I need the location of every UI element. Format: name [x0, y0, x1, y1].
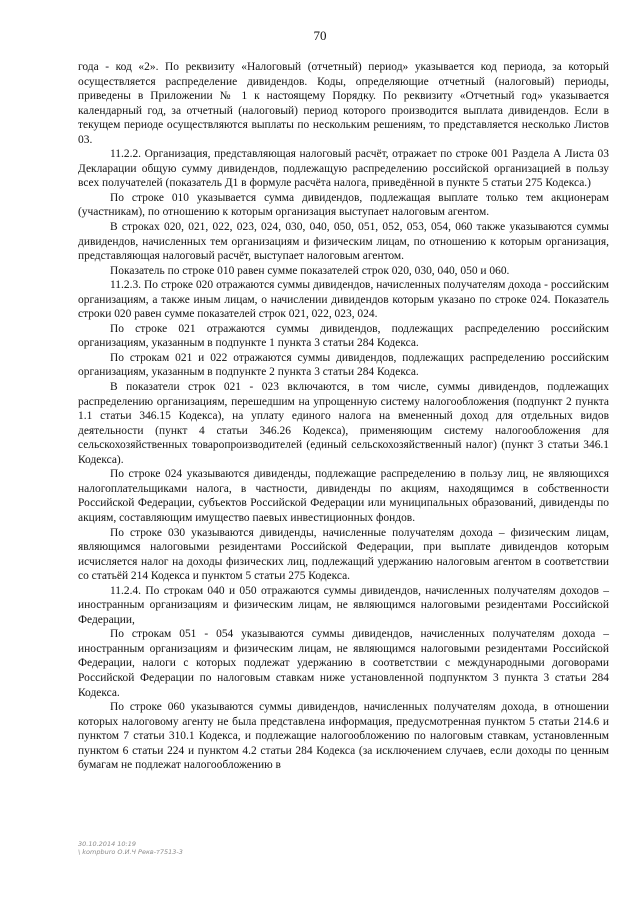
paragraph: По строке 030 указываются дивиденды, начисленные получателям дохода – физическим лицам, являющимся налоговыми резидентами Российской Федерации, при выплате дивидендов которым исчисляется налог на доходы физических лиц, подлежащий удержанию налоговым агентом в соответствии со статьёй 214 Кодекса и пунктом 5 статьи 275 Кодекса. — [78, 526, 609, 583]
paragraph: 11.2.3. По строке 020 отражаются суммы дивидендов, начисленных получателям дохода - российским организациям, а также иным лицам, о начислении дивидендов которым указано по строке 024. Показатель строки 020 равен сумме показателей строк 021, 022, 023, 024. — [78, 279, 609, 321]
print-stamp — [78, 840, 183, 856]
paragraph: По строке 010 указывается сумма дивидендов, подлежащая выплате только тем акционерам (участникам), по отношению к которым организация выступает налоговым агентом. — [78, 191, 609, 219]
paragraph: 11.2.4. По строкам 040 и 050 отражаются суммы дивидендов, начисленных получателям доходов – иностранным организациям и физическим лицам, не являющимся налоговыми резидентами Российской Федерации, — [78, 584, 609, 626]
paragraph: По строкам 021 и 022 отражаются суммы дивидендов, подлежащих распределению российским организациям, указанным в подпункте 2 пункта 3 статьи 284 Кодекса. — [78, 351, 609, 379]
paragraph: В показатели строк 021 - 023 включаются, в том числе, суммы дивидендов, подлежащих распределению организациям, перешедшим на упрощенную систему налогообложения (подпункт 2 пункта 1.1 статьи 346.15 Кодекса), на уплату единого налога на вмененный доход для отдельных видов деятельности (пункт 4 статьи 346.26 Кодекса), применяющим систему налогообложения для сельскохозяйственных товаропроизводителей (единый сельскохозяйственный налог) (пункт 3 статьи 346.1 Кодекса). — [78, 381, 609, 466]
paragraph: По строке 060 указываются суммы дивидендов, начисленных получателям дохода, в отношении которых налоговому агенту не была представлена информация, предусмотренная пунктом 5 статьи 214.6 и пунктом 7 статьи 310.1 Кодекса, и подлежащие налогообложению по налоговым ставкам, установленным пунктом 6 статьи 224 и пунктом 4.2 статьи 284 Кодекса (за исключением случаев, если доходы по ценным бумагам не подлежат налогообложению в — [78, 701, 609, 772]
stamp-user: \ kompburo О.И.Ч Рекв-т7513-3 — [78, 848, 183, 856]
paragraph: года - код «2». По реквизиту «Налоговый (отчетный) период» указывается код периода, за который осуществляется распределение дивидендов. Коды, определяющие отчетный (налоговый) периоды, приведены в Приложении № 1 к настоящему Порядку. По реквизиту «Отчетный год» указывается календарный год, за отчетный (налоговый) период которого производится выплата дивидендов. Если в текущем периоде осуществляются выплаты по нескольким решениям, то представляется несколько Листов 03. — [78, 61, 609, 146]
paragraph: В строках 020, 021, 022, 023, 024, 030, 040, 050, 051, 052, 053, 054, 060 также указываются суммы дивидендов, начисленных тем организациям и физическим лицам, по отношению к которым организация, представляющая налоговый расчёт, выступает налоговым агентом. — [78, 221, 609, 263]
document-body — [78, 60, 609, 773]
paragraph: 11.2.2. Организация, представляющая налоговый расчёт, отражает по строке 001 Раздела А Листа 03 Декларации общую сумму дивидендов, подлежащую распределению российской организацией в пользу всех получателей (показатель Д1 в формуле расчёта налога, приведённой в пункте 5 статьи 275 Кодекса.) — [78, 148, 609, 190]
paragraph: По строкам 051 - 054 указываются суммы дивидендов, начисленных получателям дохода – иностранным организациям и физическим лицам, не являющимся налоговыми резидентами Российской Федерации, налоги с которых подлежат удержанию в соответствии с международными договорами Российской Федерации по налоговым ставкам ниже установленной подпунктом 3 пункта 3 статьи 284 Кодекса. — [78, 628, 609, 699]
paragraph: По строке 021 отражаются суммы дивидендов, подлежащих распределению российским организациям, указанным в подпункте 1 пункта 3 статьи 284 Кодекса. — [78, 322, 609, 350]
paragraph: По строке 024 указываются дивиденды, подлежащие распределению в пользу лиц, не являющихся налогоплательщиками налога, в частности, дивиденды по акциям, находящимся в собственности Российской Федерации, субъектов Российской Федерации или муниципальных образований, дивиденды по акциям, составляющим имущество паевых инвестиционных фондов. — [78, 468, 609, 524]
stamp-date: 30.10.2014 10:19 — [78, 840, 137, 848]
page-number: 70 — [313, 28, 327, 43]
paragraph: Показатель по строке 010 равен сумме показателей строк 020, 030, 040, 050 и 060. — [110, 264, 510, 277]
